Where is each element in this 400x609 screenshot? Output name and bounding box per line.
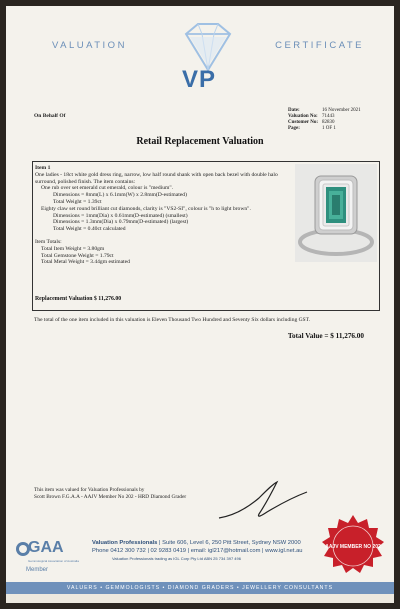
seal-text: AAJV MEMBER NO 202 xyxy=(325,544,381,550)
valued-by xyxy=(34,487,186,501)
meta-row: Date: 16 November 2021 xyxy=(288,108,361,113)
certificate-footer xyxy=(6,533,394,603)
bottom-strip xyxy=(6,594,394,603)
totals-heading: Item Totals: xyxy=(35,238,62,245)
diamond-dims-large: Dimensions = 1.3mm(Dia) x 0.79mm(D-estimated) (largest) xyxy=(53,219,189,226)
gaa-logo-text: GAA xyxy=(28,539,64,556)
total-gem-weight: Total Gemstone Weight = 1.79ct xyxy=(41,252,114,259)
emerald-dims: Dimensions = 8mm(L) x 6.1mm(W) x 2.8mm(D-estimated) xyxy=(53,192,187,199)
emerald-line: One rub over set emerald cut emerald, colour is "medium". xyxy=(41,185,174,192)
footer-band: VALUERS • GEMMOLOGISTS • DIAMOND GRADERS • JEWELLERY CONSULTANTS xyxy=(6,582,394,594)
total-summary: The total of the one item included in this valuation is Eleven Thousand Two Hundred and Seventy Six dollars including GST. xyxy=(34,317,310,323)
meta-row: Customer No: 82830 xyxy=(288,120,335,125)
item-heading: Item 1 xyxy=(35,165,51,171)
aajv-seal-icon xyxy=(320,513,386,579)
diamond-line: Eighty claw set round brilliant cut diamonds, clarity is "VS2-SI", colour is "h to light brown". xyxy=(41,205,251,212)
ring-photo xyxy=(295,164,377,262)
valued-by-line2: Scott Brown F.G.A.A - AAJV Member No 202 - HRD Diamond Grader xyxy=(34,494,187,500)
on-behalf-label: On Behalf Of xyxy=(34,113,66,119)
header-right-word: CERTIFICATE xyxy=(275,40,364,51)
total-item-weight: Total Item Weight = 3.80gm xyxy=(41,245,105,252)
page-title: Retail Replacement Valuation xyxy=(136,136,264,147)
meta-row: Page: 1 OF 1 xyxy=(288,126,336,131)
valued-by-line1: This item was valued for Valuation Professionals by xyxy=(34,487,145,493)
company-name: Valuation Professionals xyxy=(92,540,158,546)
item-box xyxy=(32,161,380,311)
company-info xyxy=(92,539,307,562)
gaa-subtitle: Gemmological Association of Australia xyxy=(28,559,79,563)
member-label: Member xyxy=(26,567,49,573)
valuation-certificate xyxy=(6,6,394,603)
signature xyxy=(211,476,311,526)
emerald-weight: Total Weight = 1.39ct xyxy=(53,198,102,205)
certificate-header xyxy=(6,20,394,93)
header-left-word: VALUATION xyxy=(52,40,127,51)
replacement-valuation: Replacement Valuation $ 11,276.00 xyxy=(35,296,122,302)
company-contact: Phone 0412 300 732 | 02 9283 0419 | email: igl217@hotmail.com | www.igl.net.au xyxy=(92,548,303,554)
company-address: | Suite 606, Level 6, 250 Pitt Street, Sydney NSW 2000 xyxy=(157,540,301,546)
item-desc: One ladies - 18ct white gold dress ring, narrow, low half round shank with open back bezel with double halo surround, polished finish. The item contains: xyxy=(35,171,278,185)
meta-row: Valuation No: 71443 xyxy=(288,114,335,119)
diamond-dims-small: Dimensions = 1mm(Dia) x 0.61mm(D-estimated) (smallest) xyxy=(53,212,188,219)
item-description xyxy=(35,165,299,266)
total-metal-weight: Total Metal Weight = 3.44gm estimated xyxy=(41,259,130,266)
diamond-weight: Total Weight = 0.40ct calculated xyxy=(53,226,126,233)
certificate-meta xyxy=(288,108,361,132)
total-value: Total Value = $ 11,276.00 xyxy=(287,332,364,340)
vp-logo: VP xyxy=(182,66,217,93)
company-abn: Valuation Professionals trading as IGL Corp Pty Ltd ABN 25 734 397 496 xyxy=(112,556,241,561)
